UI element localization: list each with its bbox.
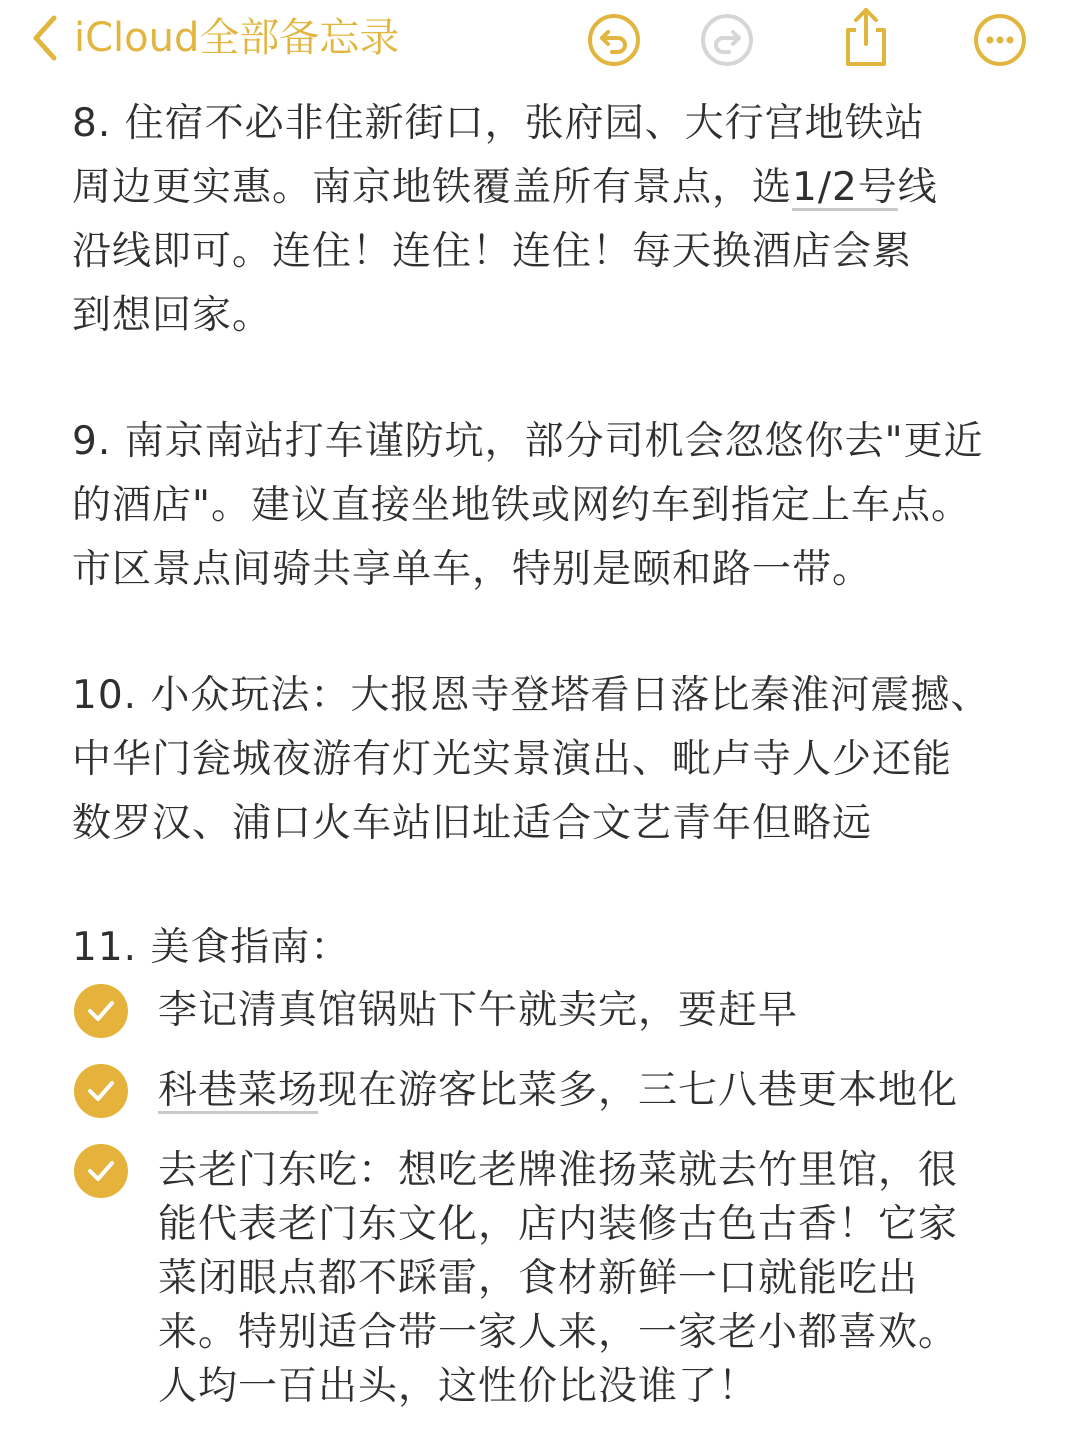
checklist-text (158, 1064, 1032, 1118)
text-span: 现在游客比菜多，三七八巷更本地化 (318, 1068, 959, 1113)
text-line: 沿线即可。连住！连住！连住！每天换酒店会累 (72, 229, 913, 274)
checklist-item (72, 1064, 1032, 1118)
navigation-bar (0, 0, 1080, 80)
text-line: 的酒店"。建议直接坐地铁或网约车到指定上车点。 (72, 483, 971, 528)
text-line: 数罗汉、浦口火车站旧址适合文艺青年但略远 (72, 801, 873, 846)
blank-line (72, 602, 1032, 664)
text-line: 9. 南京南站打车谨防坑，部分司机会忽悠你去"更近 (72, 419, 984, 464)
underlined-text: 科巷菜场 (158, 1068, 319, 1113)
blank-line (72, 856, 1032, 916)
share-icon (838, 6, 894, 68)
redo-button[interactable] (699, 12, 755, 68)
chevron-left-icon (30, 14, 60, 62)
food-guide-heading: 11. 美食指南： (72, 925, 351, 970)
undo-icon (586, 12, 642, 68)
checked-checkbox[interactable] (74, 1064, 128, 1118)
redo-icon (699, 12, 755, 68)
checklist-item (72, 984, 1032, 1038)
share-button[interactable] (838, 6, 894, 62)
paragraph-8 (72, 92, 1032, 348)
blank-line (72, 348, 1032, 410)
text-span: 周边更实惠。南京地铁覆盖所有景点，选 (72, 165, 793, 210)
text-line (72, 156, 1032, 220)
checked-checkbox[interactable] (74, 1144, 128, 1198)
note-body[interactable] (72, 92, 1032, 1414)
checkmark-icon (87, 1078, 115, 1104)
back-label: iCloud全部备忘录 (74, 15, 400, 61)
text-span: 线 (897, 165, 938, 210)
more-button[interactable] (972, 12, 1028, 68)
checklist-text: 去老门东吃：想吃老牌淮扬菜就去竹里馆，很 (158, 1148, 959, 1193)
text-line: 中华门瓮城夜游有灯光实景演出、毗卢寺人少还能 (72, 737, 953, 782)
more-icon (972, 12, 1028, 68)
checklist-text: 菜闭眼点都不踩雷，食材新鲜一口就能吃出 (158, 1256, 919, 1301)
checklist-text: 来。特别适合带一家人来，一家老小都喜欢。 (158, 1310, 959, 1355)
checked-checkbox[interactable] (74, 984, 128, 1038)
text-line: 8. 住宿不必非住新街口，张府园、大行宫地铁站 (72, 101, 925, 146)
paragraph-9 (72, 410, 1032, 602)
text-line: 10. 小众玩法：大报恩寺登塔看日落比秦淮河震撼、 (72, 673, 991, 718)
checklist-item (72, 1144, 1032, 1414)
checklist-text: 李记清真馆锅贴下午就卖完，要赶早 (158, 988, 799, 1033)
text-line: 到想回家。 (72, 293, 273, 338)
back-button[interactable] (30, 10, 399, 66)
checklist-text: 人均一百出头，这性价比没谁了！ (158, 1364, 759, 1409)
checkmark-icon (87, 1158, 115, 1184)
checklist-text: 能代表老门东文化，店内装修古色古香！它家 (158, 1202, 959, 1247)
text-line: 市区景点间骑共享单车，特别是颐和路一带。 (72, 547, 873, 592)
checkmark-icon (87, 998, 115, 1024)
underlined-text: 1/2号 (792, 165, 898, 210)
undo-button[interactable] (586, 12, 642, 68)
paragraph-10 (72, 664, 1032, 856)
